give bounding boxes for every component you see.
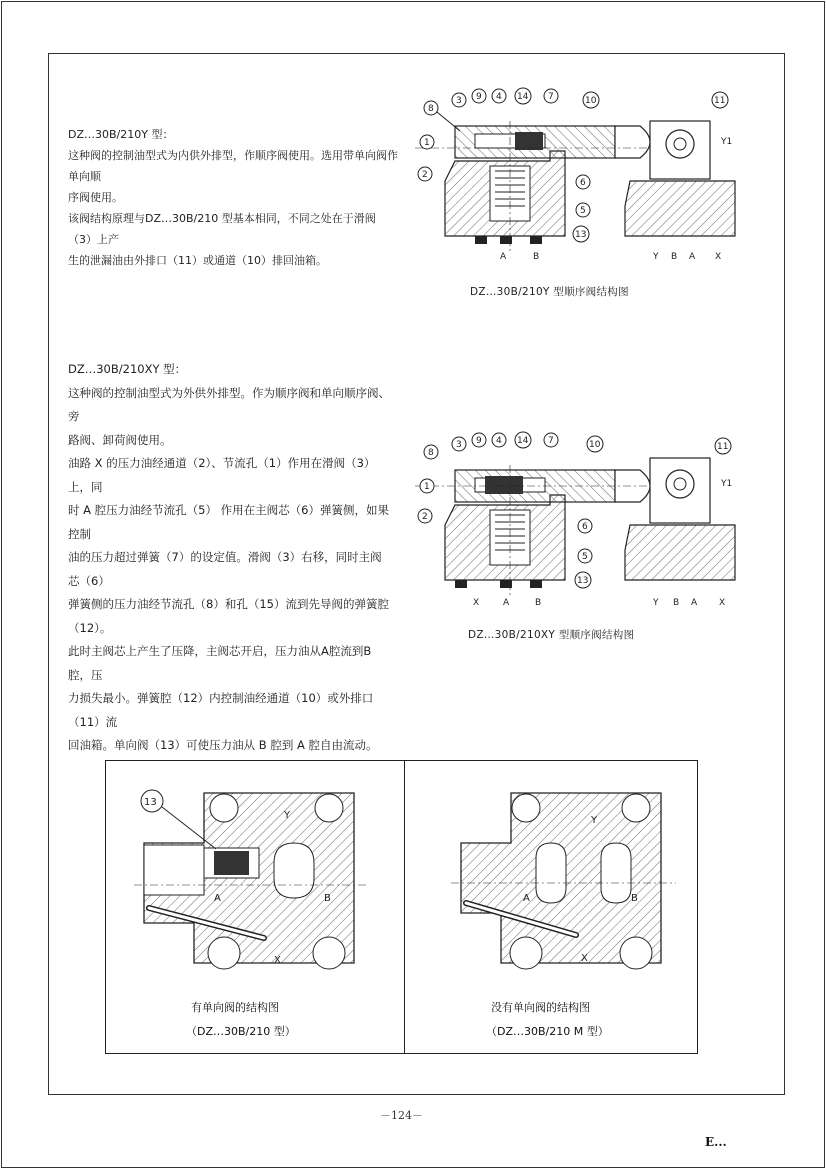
right-caption: 没有单向阀的结构图: [491, 1001, 590, 1014]
section2-title: DZ…30B/210XY 型：: [68, 362, 187, 376]
right-model: （DZ…30B/210 M 型）: [486, 1025, 609, 1038]
callout-8: [424, 445, 438, 459]
section1-figure-caption: DZ…30B/210Y 型顺序阀结构图: [470, 286, 629, 298]
left-label-y: Y: [284, 810, 291, 821]
section1-valve-diagram: [415, 86, 745, 271]
callout-2: [418, 167, 432, 181]
port-label-x: X: [473, 598, 480, 608]
callout-10: [583, 92, 599, 108]
side-label-a: A: [689, 252, 696, 262]
right-label-b: B: [631, 893, 638, 904]
svg-text:9: 9: [476, 436, 482, 446]
check-valve-spring: [214, 851, 249, 875]
callout-13: [573, 226, 589, 242]
section1-line-4: 生的泄漏油由外排口（11）或通道（10）排回油箱。: [68, 254, 327, 267]
svg-text:1: 1: [424, 482, 430, 492]
callout-4: [492, 433, 506, 447]
section1-text: [68, 124, 398, 271]
section2-line-7: 此时主阀芯上产生了压降，主阀芯开启，压力油从A腔流到B腔，压: [68, 644, 372, 682]
section2-text: [68, 358, 393, 758]
section1-line-1: 这种阀的控制油型式为内供外排型，作顺序阀使用。选用带单向阀作单向顺: [68, 149, 398, 183]
svg-text:9: 9: [476, 92, 482, 102]
callout-3: [452, 437, 466, 451]
pilot-spring: [515, 132, 543, 150]
callout-13: [575, 572, 591, 588]
section1-title: DZ…30B/210Y 型：: [68, 128, 174, 141]
without-check-valve-diagram: [451, 783, 681, 983]
port-label-y1: Y1: [721, 137, 733, 147]
section1-line-2: 序阀使用。: [68, 191, 123, 204]
callout-2: [418, 509, 432, 523]
comparison-box: [105, 760, 698, 1054]
svg-text:7: 7: [548, 436, 554, 446]
callout-9: [472, 89, 486, 103]
section1-line-3: 该阀结构原理与DZ…30B/210 型基本相同，不同之处在于滑阀（3）上产: [68, 212, 376, 246]
callout-10: [587, 436, 603, 452]
left-label-b: B: [324, 893, 331, 904]
callout-1: [420, 479, 434, 493]
left-label-x: X: [274, 955, 281, 966]
side-view-body: [625, 181, 735, 236]
section2-line-3: 油路 X 的压力油经通道（2）、节流孔（1）作用在滑阀（3）上，同: [68, 456, 376, 494]
section2-valve-diagram: [415, 430, 745, 615]
section2-line-1: 这种阀的控制油型式为外供外排型。作为顺序阀和单向顺序阀、旁: [68, 385, 390, 423]
svg-text:13: 13: [575, 230, 587, 240]
callout-6: [578, 519, 592, 533]
with-check-valve-diagram: [134, 783, 374, 983]
callout-9: [472, 433, 486, 447]
port-label-b: B: [535, 598, 542, 608]
callout-7: [544, 89, 558, 103]
section2-figure-caption: DZ…30B/210XY 型顺序阀结构图: [468, 629, 635, 641]
section2-line-8: 力损失最小。弹簧腔（12）内控制油经通道（10）或外排口（11）流: [68, 691, 374, 729]
side-label-b: B: [673, 598, 680, 608]
left-label-a: A: [214, 893, 221, 904]
svg-text:2: 2: [422, 170, 428, 180]
svg-text:3: 3: [456, 440, 462, 450]
callout-14: [515, 88, 531, 104]
svg-text:8: 8: [428, 448, 434, 458]
svg-text:8: 8: [428, 104, 434, 114]
svg-text:10: 10: [585, 96, 597, 106]
svg-text:3: 3: [456, 96, 462, 106]
left-model: （DZ…30B/210 型）: [186, 1025, 296, 1038]
svg-text:5: 5: [580, 206, 586, 216]
brand-mark: E...: [705, 1135, 727, 1149]
callout-14: [515, 432, 531, 448]
svg-text:10: 10: [589, 440, 601, 450]
svg-text:13: 13: [577, 576, 589, 586]
svg-text:14: 14: [517, 92, 529, 102]
page-number: －124－: [380, 1109, 423, 1122]
svg-text:14: 14: [517, 436, 529, 446]
svg-text:4: 4: [496, 436, 502, 446]
port-label-a: A: [500, 252, 507, 262]
svg-text:6: 6: [582, 522, 588, 532]
port-label-b: B: [533, 252, 540, 262]
pilot-spring: [485, 476, 523, 494]
port-label-a: A: [503, 598, 510, 608]
side-label-y: Y: [653, 252, 659, 262]
section2-line-6: 弹簧侧的压力油经节流孔（8）和孔（15）流到先导阀的弹簧腔（12）。: [68, 597, 389, 635]
svg-text:5: 5: [582, 552, 588, 562]
callout-1: [420, 135, 434, 149]
callout-11: [715, 438, 731, 454]
svg-text:13: 13: [144, 797, 157, 808]
callout-4: [492, 89, 506, 103]
side-label-x: X: [719, 598, 726, 608]
svg-text:2: 2: [422, 512, 428, 522]
callout-5: [578, 549, 592, 563]
side-label-y: Y: [653, 598, 659, 608]
side-label-x: X: [715, 252, 722, 262]
callout-7: [544, 433, 558, 447]
section2-line-2: 路阀、卸荷阀使用。: [68, 432, 172, 447]
right-label-a: A: [523, 893, 530, 904]
callout-5: [576, 203, 590, 217]
side-label-b: B: [671, 252, 678, 262]
pilot-cap: [615, 126, 650, 158]
callout-3: [452, 93, 466, 107]
right-label-y: Y: [591, 815, 598, 826]
comparison-divider: [404, 761, 405, 1053]
section2-line-5: 油的压力超过弹簧（7）的设定值。滑阀（3）右移，同时主阀芯（6）: [68, 550, 382, 588]
left-caption: 有单向阀的结构图: [191, 1001, 279, 1014]
svg-text:11: 11: [717, 442, 729, 452]
section2-line-9: 回油箱。单向阀（13）可使压力油从 B 腔到 A 腔自由流动。: [68, 738, 378, 752]
port-label-y1: Y1: [721, 479, 733, 489]
svg-text:6: 6: [580, 178, 586, 188]
callout-6: [576, 175, 590, 189]
svg-text:11: 11: [714, 96, 726, 106]
svg-text:1: 1: [424, 138, 430, 148]
svg-text:7: 7: [548, 92, 554, 102]
right-label-x: X: [581, 953, 588, 964]
callout-11: [712, 92, 728, 108]
svg-text:4: 4: [496, 92, 502, 102]
side-label-a: A: [691, 598, 698, 608]
section2-line-4: 时 A 腔压力油经节流孔（5） 作用在主阀芯（6）弹簧侧，如果控制: [68, 503, 389, 541]
